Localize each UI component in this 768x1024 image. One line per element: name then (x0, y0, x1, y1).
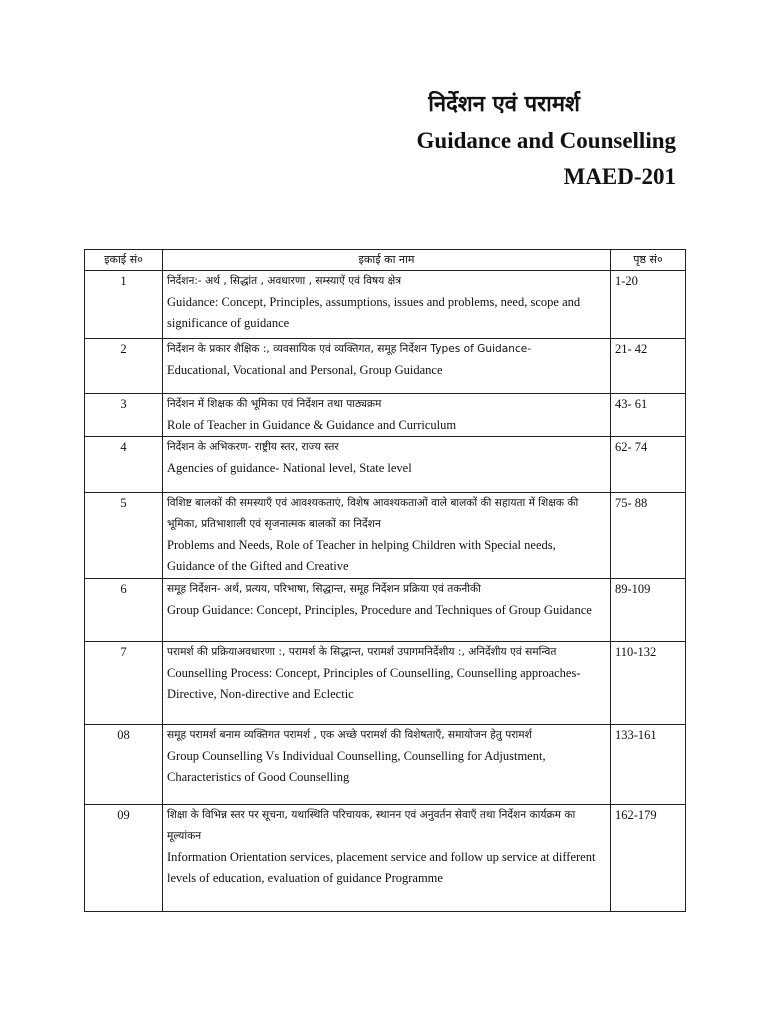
unit-name-cell (163, 493, 611, 579)
unit-number-cell (85, 725, 163, 805)
unit-title-english: Group Counselling Vs Individual Counselling, Counselling for Adjustment, Characteristics of Good Counselling (167, 749, 546, 784)
column-header-unit-name: इकाई का नाम (163, 250, 611, 271)
page-range: 133-161 (615, 728, 657, 742)
unit-title-english: Guidance: Concept, Principles, assumptions, issues and problems, need, scope and significance of guidance (167, 295, 581, 330)
table-row (85, 394, 686, 437)
page-title-english: Guidance and Counselling (416, 128, 676, 153)
unit-title-hindi: निर्देशन के प्रकार शैक्षिक :, व्यवसायिक एवं व्यक्तिगत, समूह निर्देशन Types of Guidance- (167, 343, 532, 355)
table-row (85, 493, 686, 579)
unit-number: 6 (120, 582, 127, 596)
table-row (85, 339, 686, 394)
page-range: 162-179 (615, 808, 657, 822)
unit-title-english: Educational, Vocational and Personal, Group Guidance (167, 363, 443, 377)
unit-title-english: Counselling Process: Concept, Principles of Counselling, Counselling approaches- Directive, Non-directive and Eclectic (167, 666, 581, 701)
page-range-cell (611, 725, 686, 805)
unit-number-cell (85, 394, 163, 437)
unit-name-cell (163, 579, 611, 642)
unit-number: 7 (120, 645, 127, 659)
unit-title-hindi: शिक्षा के विभिन्न स्तर पर सूचना, यथास्थिति परिचायक, स्थानन एवं अनुवर्तन सेवाएँ तथा निर्देशन कार्यक्रम का मूल्यांकन (167, 809, 576, 842)
unit-title-hindi: समूह परामर्श बनाम व्यक्तिगत परामर्श , एक अच्छे परामर्श की विशेषताएँ, समायोजन हेतु परामर्श (167, 729, 532, 741)
page-range-cell (611, 437, 686, 493)
unit-number: 5 (120, 496, 127, 510)
page-range: 21- 42 (615, 342, 648, 356)
column-header-page-number: पृष्ठ सं० (611, 250, 686, 271)
page-range-cell (611, 805, 686, 912)
unit-name-cell (163, 805, 611, 912)
unit-title-english: Agencies of guidance- National level, State level (167, 461, 412, 475)
unit-number: 3 (120, 397, 127, 411)
unit-number-cell (85, 271, 163, 339)
page-range-cell (611, 339, 686, 394)
table-row (85, 642, 686, 725)
table-row (85, 725, 686, 805)
page-range-cell (611, 394, 686, 437)
units-table (84, 249, 686, 912)
unit-number-cell (85, 437, 163, 493)
unit-number-cell (85, 805, 163, 912)
unit-number: 4 (120, 440, 127, 454)
page-range-cell (611, 271, 686, 339)
page-header (417, 90, 676, 194)
unit-name-cell (163, 725, 611, 805)
page-range: 75- 88 (615, 496, 648, 510)
unit-number: 08 (117, 728, 130, 742)
unit-name-cell (163, 339, 611, 394)
unit-number-cell (85, 642, 163, 725)
page-range: 62- 74 (615, 440, 648, 454)
table-header-row (85, 250, 686, 271)
unit-name-cell (163, 437, 611, 493)
unit-title-english: Problems and Needs, Role of Teacher in helping Children with Special needs, Guidance of the Gifted and Creative (167, 538, 556, 573)
unit-title-english: Role of Teacher in Guidance & Guidance and Curriculum (167, 418, 457, 432)
unit-number-cell (85, 493, 163, 579)
unit-number: 09 (117, 808, 130, 822)
unit-title-hindi: परामर्श की प्रक्रियाअवधारणा :, परामर्श के सिद्धान्त, परामर्श उपागमनिर्देशीय :, अनिर्देशीय एवं समन्वित (167, 646, 557, 658)
unit-number-cell (85, 579, 163, 642)
unit-name-cell (163, 394, 611, 437)
column-header-unit-number: इकाई सं० (85, 250, 163, 271)
page-range-cell (611, 642, 686, 725)
page-range: 110-132 (615, 645, 657, 659)
table-row (85, 579, 686, 642)
course-code: MAED-201 (563, 164, 676, 189)
unit-title-hindi: निर्देशन के अभिकरण- राष्ट्रीय स्तर, राज्य स्तर (167, 441, 339, 453)
page-range: 1-20 (615, 274, 638, 288)
page-title-hindi: निर्देशन एवं परामर्श (428, 92, 580, 117)
unit-title-english: Group Guidance: Concept, Principles, Procedure and Techniques of Group Guidance (167, 603, 592, 617)
page-range: 89-109 (615, 582, 651, 596)
table-row (85, 271, 686, 339)
unit-number-cell (85, 339, 163, 394)
table-row (85, 805, 686, 912)
unit-number: 1 (120, 274, 127, 288)
page-range-cell (611, 493, 686, 579)
unit-name-cell (163, 271, 611, 339)
unit-title-hindi: समूह निर्देशन- अर्थ, प्रत्यय, परिभाषा, सिद्धान्त, समूह निर्देशन प्रक्रिया एवं तकनीकी (167, 583, 481, 595)
unit-title-hindi: निर्देशन:- अर्थ , सिद्धांत , अवधारणा , सम्स्याऐं एवं विषय क्षेत्र (167, 275, 402, 287)
unit-title-english: Information Orientation services, placement service and follow up service at different levels of education, evaluation of guidance Programme (167, 850, 596, 885)
unit-title-hindi: विशिष्ट बालकों की समस्याएँ एवं आवश्यकताएं, विशेष आवश्यकताओं वाले बालकों की सहायता में शिक्षक की भूमिका, प्रतिभाशाली एवं सृजनात्मक बालकों का निर्देशन (167, 497, 579, 530)
table-row (85, 437, 686, 493)
page-range: 43- 61 (615, 397, 648, 411)
unit-title-hindi: निर्देशन में शिक्षक की भूमिका एवं निर्देशन तथा पाठ्यक्रम (167, 398, 382, 410)
unit-number: 2 (120, 342, 127, 356)
unit-name-cell (163, 642, 611, 725)
page-range-cell (611, 579, 686, 642)
